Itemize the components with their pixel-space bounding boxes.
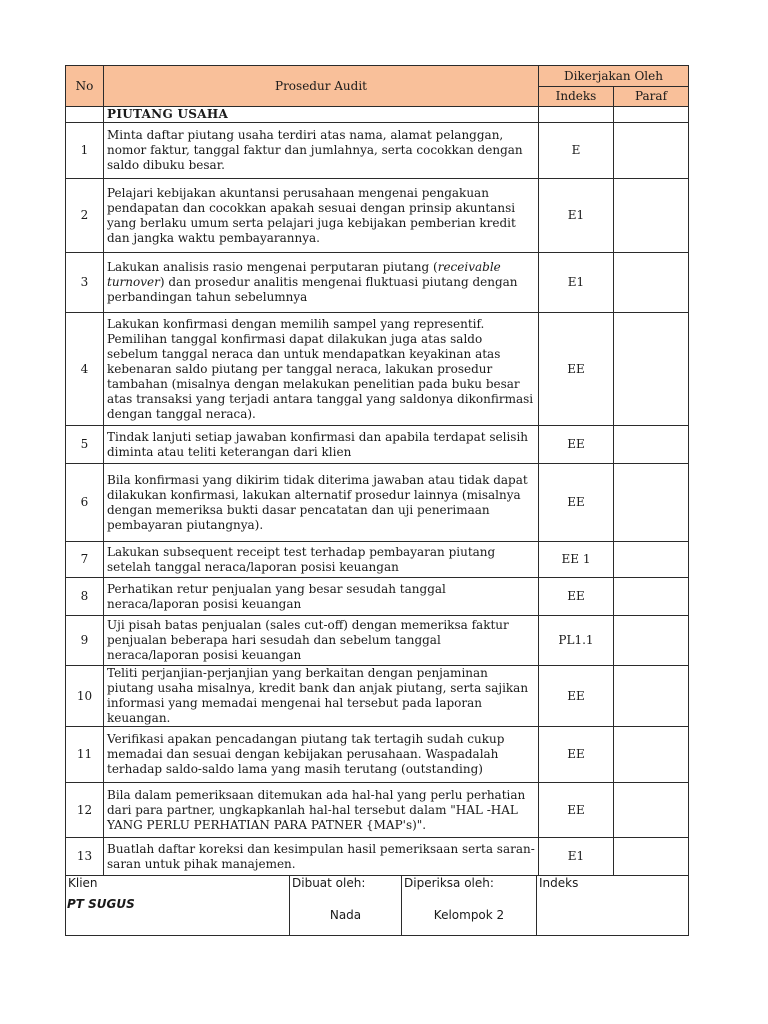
header-prosedur-audit: Prosedur Audit: [104, 66, 539, 107]
procedure-text-part: Pelajari kebijakan akuntansi perusahaan mengenai pengakuan pendapatan dan cocokkan apakah sesuai dengan prinsip akuntansi yang berlaku umum serta pelajari juga kebijakan pemberian kredit dan jangka waktu pembayarannya.: [107, 185, 516, 245]
procedure-text-part: Uji pisah batas penjualan (sales cut-off) dengan memeriksa faktur penjualan beberapa hari sesudah dan sebelum tanggal neraca/laporan posisi keuangan: [107, 618, 509, 662]
procedure-text: [104, 123, 539, 179]
procedure-row: [66, 179, 689, 253]
procedure-paraf: [614, 727, 689, 783]
procedure-number: 12: [66, 783, 104, 838]
procedure-paraf: [614, 616, 689, 666]
procedure-paraf: [614, 123, 689, 179]
procedure-number: 11: [66, 727, 104, 783]
header-paraf: Paraf: [614, 87, 689, 107]
procedure-paraf: [614, 542, 689, 578]
procedure-row: [66, 838, 689, 876]
procedure-row: [66, 666, 689, 727]
procedure-paraf: [614, 313, 689, 426]
procedure-indeks: PL1.1: [539, 616, 614, 666]
procedure-row: [66, 123, 689, 179]
procedure-text: [104, 838, 539, 876]
procedure-indeks: E1: [539, 838, 614, 876]
procedure-paraf: [614, 179, 689, 253]
procedure-text: [104, 727, 539, 783]
procedure-text-part: Perhatikan retur penjualan yang besar sesudah tanggal neraca/laporan posisi keuangan: [107, 581, 446, 611]
footer-indeks-value: [537, 896, 689, 936]
procedure-number: 7: [66, 542, 104, 578]
procedure-text-part: Verifikasi apakan pencadangan piutang tak tertagih sudah cukup memadai dan sesuai dengan kebijakan perusahaan. Waspadalah terhadap saldo-saldo lama yang masih terutang (outstanding): [107, 732, 505, 776]
procedure-paraf: [614, 666, 689, 727]
section-paraf-cell: [614, 107, 689, 123]
procedure-text: [104, 542, 539, 578]
procedure-row: [66, 542, 689, 578]
procedure-rows: [66, 123, 689, 876]
procedure-text-part: Lakukan konfirmasi dengan memilih sampel yang representif. Pemilihan tanggal konfirmasi dapat dilakukan juga atas saldo sebelum tanggal neraca dan untuk mendapatkan keyakinan atas kebenaran saldo piutang per tanggal neraca, lakukan prosedur tambahan (misalnya dengan melakukan penelitian pada buku besar atas transaksi yang terjadi antara tanggal yang saldonya dikonfirmasi dengan tanggal neraca).: [107, 316, 534, 421]
procedure-text: [104, 666, 539, 727]
procedure-text-part: Bila konfirmasi yang dikirim tidak diterima jawaban atau tidak dapat dilakukan konfirmasi, lakukan alternatif prosedur lainnya (misalnya dengan memeriksa bukti dasar pencatatan dan uji penerimaan pembayaran piutangnya).: [107, 472, 528, 532]
procedure-indeks: EE: [539, 464, 614, 542]
footer-klien-label: Klien: [66, 876, 290, 896]
procedure-indeks: E: [539, 123, 614, 179]
header-dikerjakan-oleh: Dikerjakan Oleh: [539, 66, 689, 87]
header-no: No: [66, 66, 104, 107]
procedure-number: 8: [66, 578, 104, 616]
procedure-indeks: E1: [539, 179, 614, 253]
footer-diperiksa-label: Diperiksa oleh:: [402, 876, 537, 896]
procedure-row: [66, 616, 689, 666]
section-title: PIUTANG USAHA: [104, 107, 539, 123]
procedure-paraf: [614, 464, 689, 542]
procedure-text: [104, 783, 539, 838]
procedure-number: 6: [66, 464, 104, 542]
procedure-paraf: [614, 578, 689, 616]
footer-indeks-label: Indeks: [537, 876, 689, 896]
procedure-number: 10: [66, 666, 104, 727]
procedure-row: [66, 313, 689, 426]
procedure-paraf: [614, 838, 689, 876]
audit-table-body: [66, 66, 689, 123]
diperiksa-oleh-value: Kelompok 2: [402, 896, 537, 936]
procedure-number: 1: [66, 123, 104, 179]
procedure-number: 13: [66, 838, 104, 876]
client-name: PT SUGUS: [66, 896, 290, 936]
procedure-indeks: EE: [539, 578, 614, 616]
procedure-text-part: Buatlah daftar koreksi dan kesimpulan hasil pemeriksaan serta saran-saran untuk pihak manajemen.: [107, 841, 535, 871]
procedure-text-part: Bila dalam pemeriksaan ditemukan ada hal-hal yang perlu perhatian dari para partner, ungkapkanlah hal-hal tersebut dalam "HAL -HAL YANG PERLU PERHATIAN PARA PATNER {MAP's)".: [107, 787, 526, 832]
procedure-text: [104, 253, 539, 313]
procedure-text: [104, 578, 539, 616]
procedure-indeks: EE 1: [539, 542, 614, 578]
procedure-row: [66, 578, 689, 616]
procedure-number: 5: [66, 426, 104, 464]
procedure-row: [66, 426, 689, 464]
procedure-number: 4: [66, 313, 104, 426]
procedure-indeks: EE: [539, 426, 614, 464]
header-indeks: Indeks: [539, 87, 614, 107]
procedure-text: [104, 426, 539, 464]
procedure-row: [66, 783, 689, 838]
procedure-number: 3: [66, 253, 104, 313]
procedure-text-part: Teliti perjanjian-perjanjian yang berkaitan dengan penjaminan piutang usaha misalnya, kredit bank dan anjak piutang, serta sajikan informasi yang memadai mengenai hal tersebut pada laporan keuangan.: [107, 666, 529, 725]
procedure-indeks: EE: [539, 666, 614, 727]
section-indeks-cell: [539, 107, 614, 123]
dibuat-oleh-value: Nada: [290, 896, 402, 936]
procedure-text: [104, 179, 539, 253]
procedure-paraf: [614, 426, 689, 464]
procedure-indeks: E1: [539, 253, 614, 313]
procedure-paraf: [614, 783, 689, 838]
procedure-paraf: [614, 253, 689, 313]
procedure-row: [66, 464, 689, 542]
footer-dibuat-label: Dibuat oleh:: [290, 876, 402, 896]
procedure-text: [104, 313, 539, 426]
procedure-row: [66, 253, 689, 313]
procedure-number: 9: [66, 616, 104, 666]
procedure-text-part: Lakukan subsequent receipt test terhadap pembayaran piutang setelah tanggal neraca/laporan posisi keuangan: [107, 544, 496, 574]
procedure-indeks: EE: [539, 313, 614, 426]
procedure-number: 2: [66, 179, 104, 253]
procedure-text: [104, 464, 539, 542]
procedure-indeks: EE: [539, 727, 614, 783]
procedure-text-part: Tindak lanjuti setiap jawaban konfirmasi dan apabila terdapat selisih diminta atau teliti keterangan dari klien: [107, 429, 529, 459]
procedure-indeks: EE: [539, 783, 614, 838]
procedure-text-part: Minta daftar piutang usaha terdiri atas nama, alamat pelanggan, nomor faktur, tanggal faktur dan jumlahnya, serta cocokkan dengan saldo dibuku besar.: [107, 128, 523, 172]
procedure-text-part: ) dan prosedur analitis mengenai fluktuasi piutang dengan perbandingan tahun sebelumnya: [107, 275, 518, 304]
procedure-row: [66, 727, 689, 783]
procedure-text-part: Lakukan analisis rasio mengenai perputaran piutang (: [107, 260, 438, 274]
procedure-italic-term: receivable turnover: [107, 260, 501, 289]
signoff-table: [65, 875, 689, 936]
section-no-cell: [66, 107, 104, 123]
audit-procedure-table: [65, 65, 689, 876]
procedure-text: [104, 616, 539, 666]
